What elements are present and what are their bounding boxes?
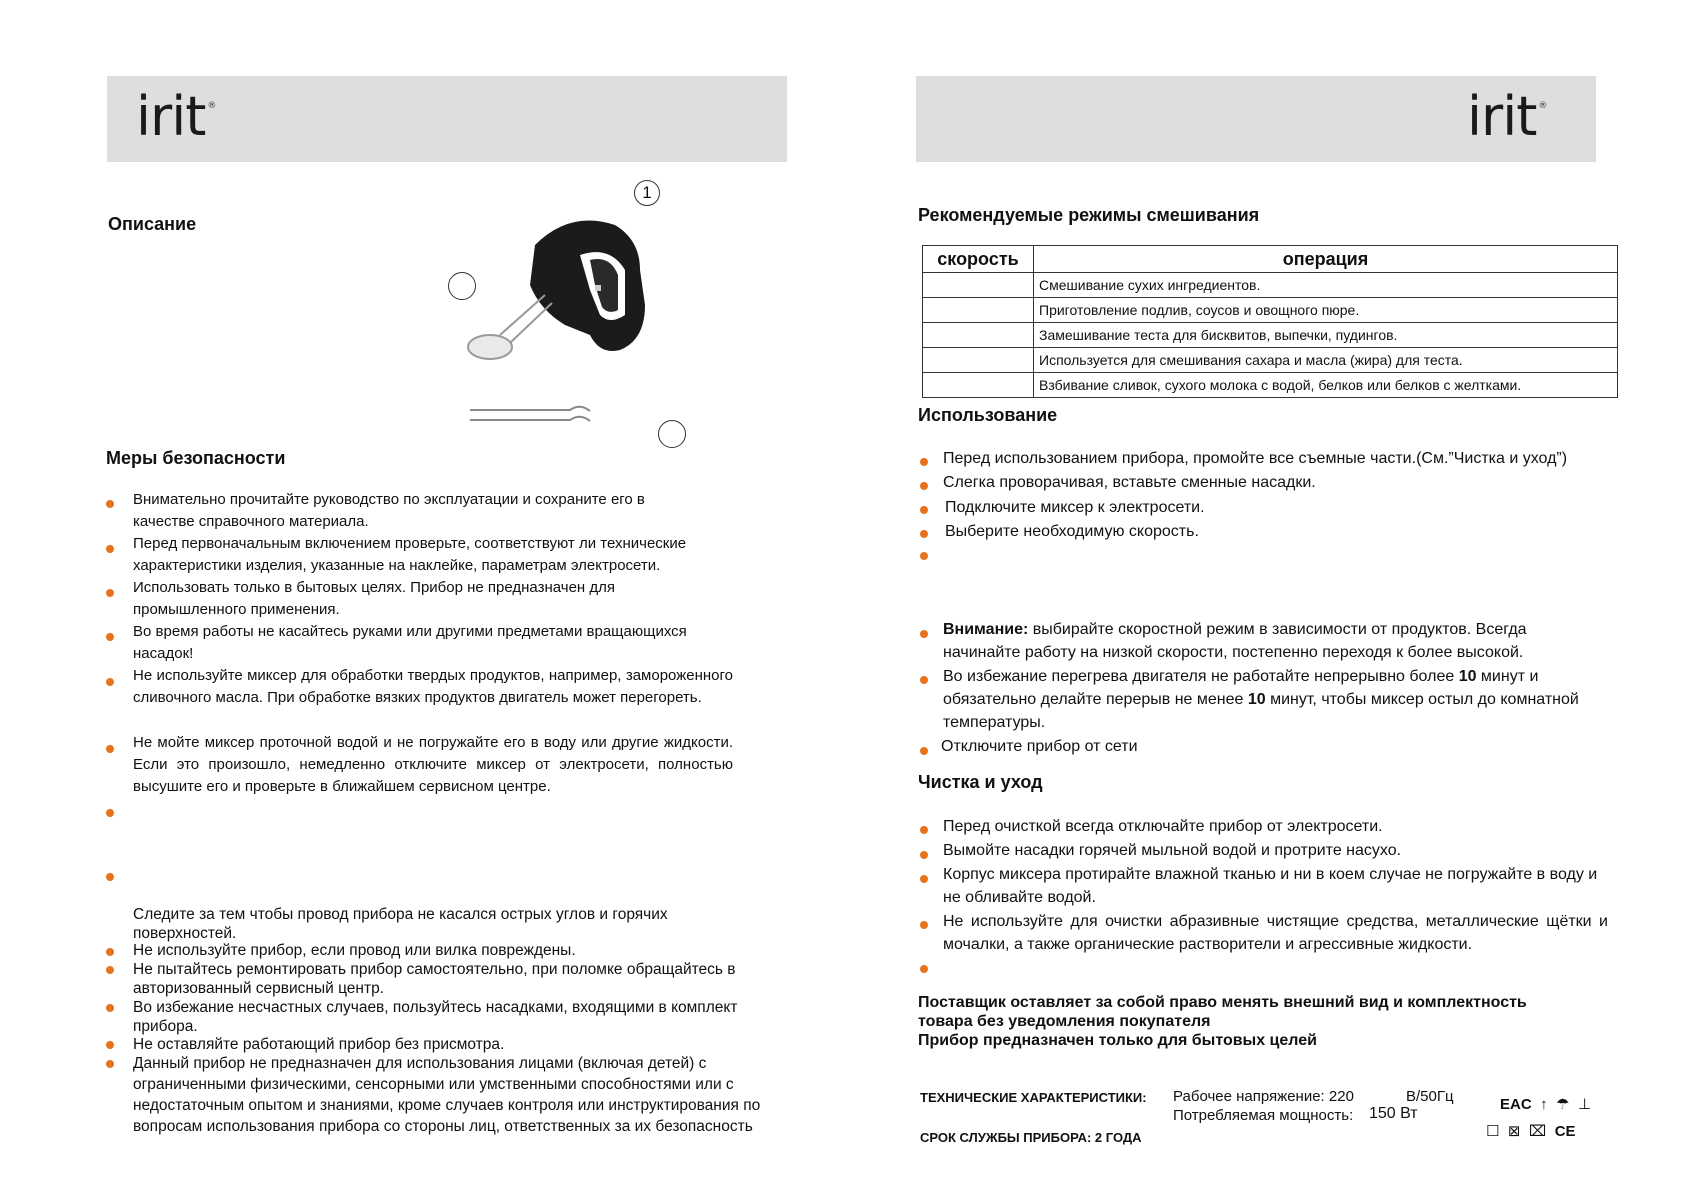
operation-cell: Взбивание сливок, сухого молока с водой, белков или белков с желтками. bbox=[1034, 373, 1618, 398]
callout-circle-2 bbox=[448, 272, 476, 300]
operation-cell: Используется для смешивания сахара и масла (жира) для теста. bbox=[1034, 348, 1618, 373]
usage-item: Слегка проворачивая, вставьте сменные насадки. bbox=[943, 474, 1316, 491]
service-life: СРОК СЛУЖБЫ ПРИБОРА: 2 ГОДА bbox=[920, 1130, 1142, 1145]
ce-icon: CE bbox=[1554, 1123, 1576, 1140]
voltage-unit: В/50Гц bbox=[1406, 1088, 1454, 1105]
unplug-note: Отключите прибор от сети bbox=[941, 738, 1138, 755]
bullet-dot bbox=[106, 966, 114, 974]
usage-item: Выберите необходимую скорость. bbox=[945, 523, 1199, 540]
certification-marks bbox=[1500, 1095, 1595, 1114]
usage-title: Использование bbox=[918, 405, 1058, 425]
bullet-dot bbox=[920, 530, 928, 538]
modes-title: Рекомендуемые режимы смешивания bbox=[918, 205, 1260, 225]
table-row bbox=[923, 323, 1618, 348]
bullet-dot bbox=[106, 1041, 114, 1049]
usage-item: Перед использованием прибора, промойте все съемные части.(См.”Чистка и уход”) bbox=[943, 450, 1568, 467]
safety-item: Не мойте миксер проточной водой и не погружайте его в воду или другие жидкости. Если это произошло, немедленно отключите миксер от электросети, полностью высушите его и проверьте в ближайшем сервисном центре. bbox=[133, 734, 733, 795]
table-row bbox=[923, 373, 1618, 398]
table-row bbox=[923, 298, 1618, 323]
callout-circle-3 bbox=[658, 420, 686, 448]
bullet-dot bbox=[106, 589, 114, 597]
mixer-illustration bbox=[440, 175, 710, 455]
bullet-dot bbox=[106, 500, 114, 508]
tech-label: ТЕХНИЧЕСКИЕ ХАРАКТЕРИСТИКИ: bbox=[920, 1090, 1147, 1105]
cleaning-item: Перед очисткой всегда отключайте прибор от электросети. bbox=[943, 818, 1383, 835]
left-header-bar bbox=[107, 76, 787, 162]
table-row bbox=[923, 348, 1618, 373]
fragile-icon: ⊥ bbox=[1577, 1096, 1592, 1113]
overheat-note: Во избежание перегрева двигателя не работайте непрерывно более 10 минут и обязательно делайте перерыв не менее 10 минут, чтобы миксер остыл до комнатной температуры. bbox=[943, 668, 1579, 731]
bullet-dot bbox=[106, 545, 114, 553]
symbol-marks bbox=[1486, 1122, 1580, 1141]
bullet-dot bbox=[920, 921, 928, 929]
operation-cell: Замешивание теста для бисквитов, выпечки, пудингов. bbox=[1034, 323, 1618, 348]
warning-note bbox=[943, 618, 1603, 664]
warning-text: выбирайте скоростной режим в зависимости от продуктов. Всегда начинайте работу на низкой скорости, постепенно переходя к более высокой. bbox=[943, 621, 1527, 661]
supplier-notice: Поставщик оставляет за собой право менять внешний вид и комплектность товара без уведомления покупателя Прибор предназначен только для бытовых целей bbox=[918, 994, 1527, 1049]
bullet-dot bbox=[920, 851, 928, 859]
cord-note: Следите за тем чтобы провод прибора не касался острых углов и горячих поверхностей. bbox=[133, 906, 668, 942]
bullet-dot bbox=[920, 965, 928, 973]
callout-circle-1: 1 bbox=[634, 180, 660, 206]
bullet-dot bbox=[920, 676, 928, 684]
operation-cell: Приготовление подлив, соусов и овощного пюре. bbox=[1034, 298, 1618, 323]
bullet-dot bbox=[920, 552, 928, 560]
cleaning-item: Корпус миксера протирайте влажной тканью и ни в коем случае не погружайте в воду и не обливайте водой. bbox=[943, 866, 1598, 906]
cleaning-item: Вымойте насадки горячей мыльной водой и протрите насухо. bbox=[943, 842, 1402, 859]
dough-hooks bbox=[470, 407, 590, 421]
safety-item: Внимательно прочитайте руководство по эксплуатации и сохраните его в качестве справочного материала. bbox=[133, 491, 645, 530]
power-label: Потребляемая мощность: bbox=[1173, 1107, 1354, 1124]
weee-icon: ⌧ bbox=[1528, 1123, 1547, 1140]
bullet-dot bbox=[106, 873, 114, 881]
safety-item: Перед первоначальным включением проверьте, соответствуют ли технические характеристики изделия, указанные на наклейке, параметрам электросети. bbox=[133, 535, 687, 574]
bullet-dot bbox=[106, 948, 114, 956]
this-side-up-icon: ↑ bbox=[1540, 1096, 1548, 1113]
mixer-body bbox=[530, 221, 645, 352]
bullet-dot bbox=[920, 826, 928, 834]
extra-item: Данный прибор не предназначен для использования лицами (включая детей) с ограниченными физическими, сенсорными или умственными способностями или с недостаточным опытом и знаниями, кроме случаев контроля или инструктирования по вопросам использования прибора со стороны лиц, ответственных за их безопасность bbox=[133, 1055, 761, 1135]
bullet-dot bbox=[106, 745, 114, 753]
operation-header: операция bbox=[1034, 246, 1618, 273]
table-header-row bbox=[923, 246, 1618, 273]
bullet-dot bbox=[106, 633, 114, 641]
bullet-dot bbox=[106, 809, 114, 817]
speed-header: скорость bbox=[923, 246, 1034, 273]
power-value: 150 Вт bbox=[1369, 1105, 1418, 1122]
eac-icon: EAC bbox=[1500, 1096, 1532, 1113]
extra-item: Не оставляйте работающий прибор без присмотра. bbox=[133, 1036, 505, 1053]
bullet-dot bbox=[106, 1060, 114, 1068]
left-brand-logo: irit ® bbox=[136, 85, 216, 148]
cleaning-item: Не используйте для очистки абразивные чистящие средства, металлические щётки и мочалки, а также органические растворители и агрессивные жидкости. bbox=[943, 913, 1608, 953]
right-brand-logo: irit ® bbox=[1467, 85, 1547, 148]
bullet-dot bbox=[106, 678, 114, 686]
safety-item: Использовать только в бытовых целях. Прибор не предназначен для промышленного применения. bbox=[133, 579, 616, 618]
description-title: Описание bbox=[108, 214, 197, 234]
cleaning-title: Чистка и уход bbox=[918, 772, 1043, 792]
voltage-label: Рабочее напряжение: 220 bbox=[1173, 1088, 1354, 1105]
warning-label: Внимание: bbox=[943, 621, 1029, 638]
bullet-dot bbox=[920, 506, 928, 514]
mixing-modes-table bbox=[922, 245, 1618, 398]
double-insulation-icon: ☐ bbox=[1486, 1123, 1500, 1140]
bullet-dot bbox=[920, 747, 928, 755]
recycle-icon: ⊠ bbox=[1507, 1123, 1521, 1140]
beaters bbox=[468, 295, 552, 359]
extra-item: Во избежание несчастных случаев, пользуйтесь насадками, входящими в комплект прибора. bbox=[133, 999, 738, 1035]
bullet-dot bbox=[920, 458, 928, 466]
keep-dry-icon: ☂ bbox=[1556, 1096, 1570, 1113]
bullet-dot bbox=[920, 630, 928, 638]
bullet-dot bbox=[106, 1004, 114, 1012]
safety-item: Во время работы не касайтесь руками или другими предметами вращающихся насадок! bbox=[133, 623, 687, 662]
safety-item: Не используйте миксер для обработки твердых продуктов, например, замороженного сливочного масла. При обработке вязких продуктов двигатель может перегореть. bbox=[133, 667, 733, 706]
table-row bbox=[923, 273, 1618, 298]
extra-item: Не пытайтесь ремонтировать прибор самостоятельно, при поломке обращайтесь в авторизованный сервисный центр. bbox=[133, 961, 736, 997]
safety-title: Меры безопасности bbox=[106, 448, 286, 468]
operation-cell: Смешивание сухих ингредиентов. bbox=[1034, 273, 1618, 298]
usage-item: Подключите миксер к электросети. bbox=[945, 499, 1205, 516]
bullet-dot bbox=[920, 875, 928, 883]
extra-item: Не используйте прибор, если провод или вилка повреждены. bbox=[133, 942, 576, 959]
bullet-dot bbox=[920, 482, 928, 490]
